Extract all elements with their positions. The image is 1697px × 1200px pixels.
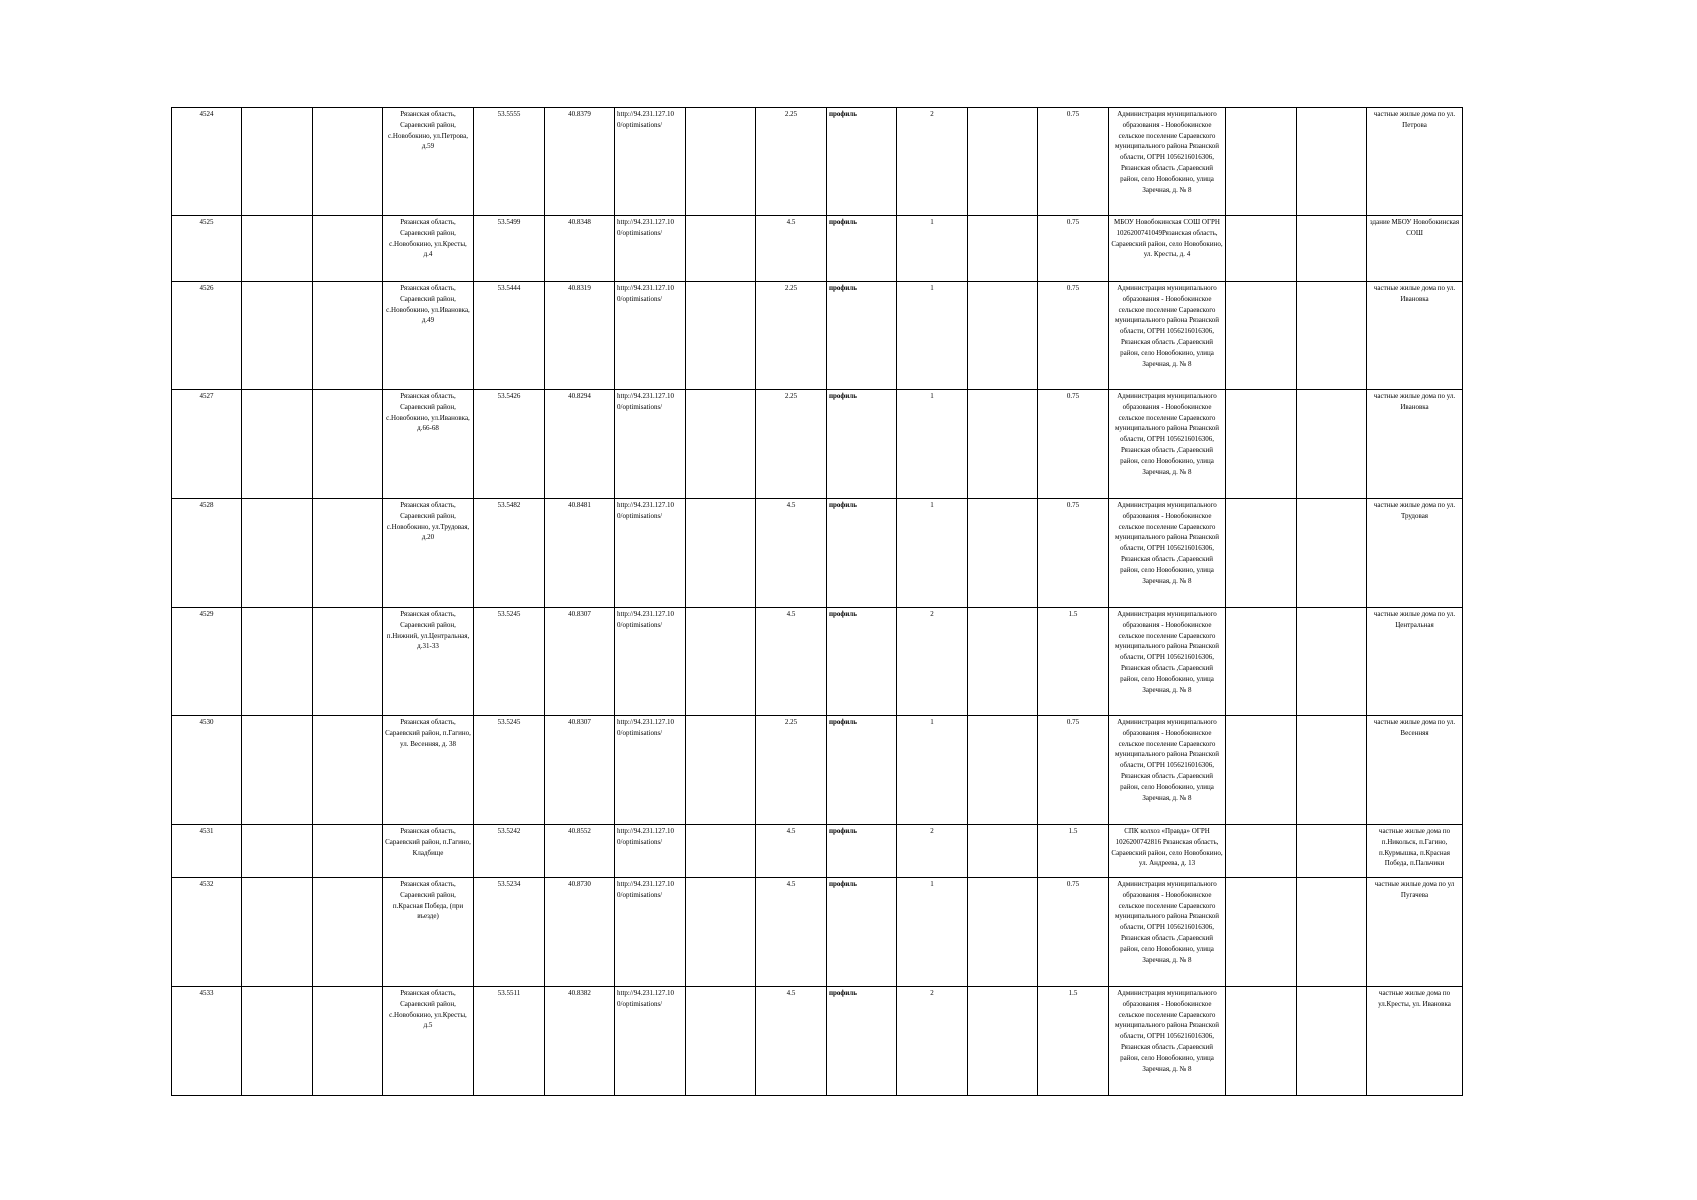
empty-cell	[242, 825, 313, 878]
empty-cell	[1226, 108, 1297, 216]
empty-cell	[1226, 390, 1297, 499]
empty-cell	[242, 878, 313, 987]
container-count: 2	[897, 825, 968, 878]
record-number: 4532	[172, 878, 242, 987]
site-owner: МБОУ Новобокинская СОШ ОГРН 1026200741049Рязанская область, Сараевский район, село Новобокино, ул. Кресты, д. 4	[1109, 216, 1226, 282]
container-count: 1	[897, 716, 968, 825]
table-row	[172, 216, 1463, 282]
empty-cell	[1297, 878, 1367, 987]
map-link[interactable]: http://94.231.127.10 0/optimisations/	[615, 825, 686, 878]
site-owner: Администрация муниципального образования - Новобокинское сельское поселение Сараевского муниципального района Рязанской области, ОГРН 1056216016306, Рязанская область ,Сараевский район, село Новобокино, улица Заречная, д. № 8	[1109, 390, 1226, 499]
empty-cell	[242, 282, 313, 390]
empty-cell	[968, 608, 1038, 716]
record-number: 4529	[172, 608, 242, 716]
empty-cell	[686, 825, 756, 878]
site-address: Рязанская область, Сараевский район, п.Красная Победа, (при въезде)	[383, 878, 474, 987]
empty-cell	[686, 499, 756, 608]
container-volume: 0.75	[1038, 716, 1109, 825]
empty-cell	[1226, 716, 1297, 825]
site-area: 4.5	[756, 878, 827, 987]
table-row	[172, 108, 1463, 216]
empty-cell	[1297, 282, 1367, 390]
site-owner: Администрация муниципального образования - Новобокинское сельское поселение Сараевского муниципального района Рязанской области, ОГРН 1056216016306, Рязанская область ,Сараевский район, село Новобокино, улица Заречная, д. № 8	[1109, 108, 1226, 216]
empty-cell	[242, 108, 313, 216]
longitude: 40.8294	[545, 390, 615, 499]
latitude: 53.5242	[474, 825, 545, 878]
empty-cell	[686, 878, 756, 987]
container-count: 1	[897, 878, 968, 987]
registry-table	[171, 107, 1463, 1096]
site-area: 2.25	[756, 390, 827, 499]
latitude: 53.5234	[474, 878, 545, 987]
site-address: Рязанская область, Сараевский район, с.Новобокино, ул.Трудовая, д.20	[383, 499, 474, 608]
table-row	[172, 987, 1463, 1096]
waste-sources: частные жилые дома по п.Никольск, п.Гагино, п.Курмышка, п.Красная Победа, п.Пальчики	[1367, 825, 1463, 878]
longitude: 40.8319	[545, 282, 615, 390]
empty-cell	[686, 216, 756, 282]
empty-cell	[686, 108, 756, 216]
map-link[interactable]: http://94.231.127.10 0/optimisations/	[615, 216, 686, 282]
surface-type: профиль	[827, 825, 897, 878]
latitude: 53.5482	[474, 499, 545, 608]
container-volume: 0.75	[1038, 282, 1109, 390]
site-owner: Администрация муниципального образования - Новобокинское сельское поселение Сараевского муниципального района Рязанской области, ОГРН 1056216016306, Рязанская область ,Сараевский район, село Новобокино, улица Заречная, д. № 8	[1109, 282, 1226, 390]
site-area: 2.25	[756, 282, 827, 390]
empty-cell	[242, 390, 313, 499]
container-count: 1	[897, 216, 968, 282]
latitude: 53.5555	[474, 108, 545, 216]
site-address: Рязанская область, Сараевский район, п.Гагино, Кладбище	[383, 825, 474, 878]
waste-sources: частные жилые дома по ул. Ивановка	[1367, 282, 1463, 390]
record-number: 4527	[172, 390, 242, 499]
site-area: 4.5	[756, 499, 827, 608]
empty-cell	[1297, 987, 1367, 1096]
empty-cell	[968, 282, 1038, 390]
surface-type: профиль	[827, 499, 897, 608]
container-count: 2	[897, 987, 968, 1096]
empty-cell	[1297, 608, 1367, 716]
empty-cell	[1226, 282, 1297, 390]
container-volume: 0.75	[1038, 878, 1109, 987]
longitude: 40.8730	[545, 878, 615, 987]
empty-cell	[1226, 216, 1297, 282]
map-link[interactable]: http://94.231.127.10 0/optimisations/	[615, 716, 686, 825]
site-address: Рязанская область, Сараевский район, п.Гагино, ул. Весенняя, д. 38	[383, 716, 474, 825]
site-address: Рязанская область, Сараевский район, с.Новобокино, ул.Ивановка, д.66-68	[383, 390, 474, 499]
surface-type: профиль	[827, 878, 897, 987]
record-number: 4526	[172, 282, 242, 390]
longitude: 40.8481	[545, 499, 615, 608]
site-area: 4.5	[756, 216, 827, 282]
empty-cell	[1226, 825, 1297, 878]
surface-type: профиль	[827, 716, 897, 825]
container-count: 1	[897, 390, 968, 499]
site-owner: СПК колхоз «Правда» ОГРН 1026200742816 Рязанская область, Сараевский район, село Новобокино, ул. Андреева, д. 13	[1109, 825, 1226, 878]
empty-cell	[686, 987, 756, 1096]
latitude: 53.5511	[474, 987, 545, 1096]
empty-cell	[313, 716, 383, 825]
surface-type: профиль	[827, 108, 897, 216]
empty-cell	[1297, 108, 1367, 216]
empty-cell	[242, 716, 313, 825]
record-number: 4524	[172, 108, 242, 216]
site-area: 4.5	[756, 608, 827, 716]
longitude: 40.8382	[545, 987, 615, 1096]
container-volume: 0.75	[1038, 499, 1109, 608]
empty-cell	[313, 608, 383, 716]
empty-cell	[313, 825, 383, 878]
longitude: 40.8348	[545, 216, 615, 282]
map-link[interactable]: http://94.231.127.10 0/optimisations/	[615, 878, 686, 987]
site-address: Рязанская область, Сараевский район, с.Новобокино, ул.Кресты, д.4	[383, 216, 474, 282]
map-link[interactable]: http://94.231.127.10 0/optimisations/	[615, 499, 686, 608]
site-owner: Администрация муниципального образования - Новобокинское сельское поселение Сараевского муниципального района Рязанской области, ОГРН 1056216016306, Рязанская область ,Сараевский район, село Новобокино, улица Заречная, д. № 8	[1109, 608, 1226, 716]
site-owner: Администрация муниципального образования - Новобокинское сельское поселение Сараевского муниципального района Рязанской области, ОГРН 1056216016306, Рязанская область ,Сараевский район, село Новобокино, улица Заречная, д. № 8	[1109, 878, 1226, 987]
surface-type: профиль	[827, 390, 897, 499]
empty-cell	[968, 987, 1038, 1096]
map-link[interactable]: http://94.231.127.10 0/optimisations/	[615, 608, 686, 716]
container-volume: 1.5	[1038, 987, 1109, 1096]
empty-cell	[242, 499, 313, 608]
empty-cell	[686, 390, 756, 499]
empty-cell	[968, 499, 1038, 608]
site-address: Рязанская область, Сараевский район, с.Новобокино, ул.Петрова, д.59	[383, 108, 474, 216]
site-address: Рязанская область, Сараевский район, с.Новобокино, ул.Ивановка, д.49	[383, 282, 474, 390]
empty-cell	[1297, 825, 1367, 878]
longitude: 40.8552	[545, 825, 615, 878]
empty-cell	[313, 987, 383, 1096]
container-count: 1	[897, 282, 968, 390]
latitude: 53.5245	[474, 608, 545, 716]
table-row	[172, 825, 1463, 878]
empty-cell	[686, 716, 756, 825]
empty-cell	[968, 390, 1038, 499]
site-owner: Администрация муниципального образования - Новобокинское сельское поселение Сараевского муниципального района Рязанской области, ОГРН 1056216016306, Рязанская область ,Сараевский район, село Новобокино, улица Заречная, д. № 8	[1109, 987, 1226, 1096]
waste-sources: частные жилые дома по ул Пугачева	[1367, 878, 1463, 987]
map-link[interactable]: http://94.231.127.10 0/optimisations/	[615, 390, 686, 499]
empty-cell	[968, 878, 1038, 987]
site-area: 4.5	[756, 987, 827, 1096]
table-row	[172, 390, 1463, 499]
waste-sources: здание МБОУ Новобокинская СОШ	[1367, 216, 1463, 282]
site-address: Рязанская область, Сараевский район, с.Новобокино, ул.Кресты, д.5	[383, 987, 474, 1096]
site-address: Рязанская область, Сараевский район, п.Нижний, ул.Центральная, д.31-33	[383, 608, 474, 716]
empty-cell	[686, 608, 756, 716]
empty-cell	[1226, 499, 1297, 608]
empty-cell	[1226, 987, 1297, 1096]
empty-cell	[1226, 878, 1297, 987]
empty-cell	[1297, 716, 1367, 825]
empty-cell	[242, 987, 313, 1096]
empty-cell	[242, 608, 313, 716]
container-count: 2	[897, 608, 968, 716]
record-number: 4528	[172, 499, 242, 608]
record-number: 4531	[172, 825, 242, 878]
surface-type: профиль	[827, 216, 897, 282]
empty-cell	[313, 878, 383, 987]
empty-cell	[968, 108, 1038, 216]
table-row	[172, 282, 1463, 390]
waste-sources: частные жилые дома по ул.Кресты, ул. Ивановка	[1367, 987, 1463, 1096]
surface-type: профиль	[827, 282, 897, 390]
empty-cell	[1297, 390, 1367, 499]
map-link[interactable]: http://94.231.127.10 0/optimisations/	[615, 987, 686, 1096]
empty-cell	[1297, 499, 1367, 608]
map-link[interactable]: http://94.231.127.10 0/optimisations/	[615, 108, 686, 216]
longitude: 40.8307	[545, 608, 615, 716]
table-row	[172, 878, 1463, 987]
latitude: 53.5426	[474, 390, 545, 499]
container-volume: 0.75	[1038, 108, 1109, 216]
latitude: 53.5499	[474, 216, 545, 282]
site-owner: Администрация муниципального образования - Новобокинское сельское поселение Сараевского муниципального района Рязанской области, ОГРН 1056216016306, Рязанская область ,Сараевский район, село Новобокино, улица Заречная, д. № 8	[1109, 716, 1226, 825]
empty-cell	[242, 216, 313, 282]
empty-cell	[313, 390, 383, 499]
site-area: 2.25	[756, 716, 827, 825]
empty-cell	[1297, 216, 1367, 282]
waste-sources: частные жилые дома по ул. Трудовая	[1367, 499, 1463, 608]
empty-cell	[313, 216, 383, 282]
surface-type: профиль	[827, 987, 897, 1096]
site-owner: Администрация муниципального образования - Новобокинское сельское поселение Сараевского муниципального района Рязанской области, ОГРН 1056216016306, Рязанская область ,Сараевский район, село Новобокино, улица Заречная, д. № 8	[1109, 499, 1226, 608]
container-volume: 0.75	[1038, 216, 1109, 282]
empty-cell	[686, 282, 756, 390]
record-number: 4530	[172, 716, 242, 825]
waste-sources: частные жилые дома по ул. Центральная	[1367, 608, 1463, 716]
empty-cell	[968, 825, 1038, 878]
latitude: 53.5444	[474, 282, 545, 390]
record-number: 4525	[172, 216, 242, 282]
empty-cell	[968, 216, 1038, 282]
empty-cell	[1226, 608, 1297, 716]
empty-cell	[313, 282, 383, 390]
site-area: 4.5	[756, 825, 827, 878]
container-volume: 1.5	[1038, 825, 1109, 878]
latitude: 53.5245	[474, 716, 545, 825]
site-area: 2.25	[756, 108, 827, 216]
empty-cell	[313, 499, 383, 608]
longitude: 40.8379	[545, 108, 615, 216]
container-count: 2	[897, 108, 968, 216]
empty-cell	[968, 716, 1038, 825]
record-number: 4533	[172, 987, 242, 1096]
waste-sources: частные жилые дома по ул. Ивановка	[1367, 390, 1463, 499]
container-volume: 1.5	[1038, 608, 1109, 716]
waste-sources: частные жилые дома по ул. Петрова	[1367, 108, 1463, 216]
container-count: 1	[897, 499, 968, 608]
empty-cell	[313, 108, 383, 216]
table-row	[172, 716, 1463, 825]
map-link[interactable]: http://94.231.127.10 0/optimisations/	[615, 282, 686, 390]
table-row	[172, 499, 1463, 608]
table-row	[172, 608, 1463, 716]
surface-type: профиль	[827, 608, 897, 716]
waste-sources: частные жилые дома по ул. Весенняя	[1367, 716, 1463, 825]
container-volume: 0.75	[1038, 390, 1109, 499]
longitude: 40.8307	[545, 716, 615, 825]
